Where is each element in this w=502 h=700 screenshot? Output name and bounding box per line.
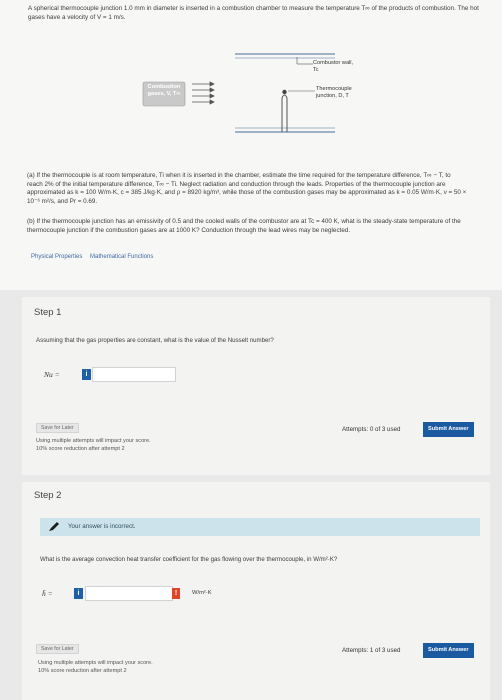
thermocouple-figure xyxy=(135,48,395,148)
save-for-later-button[interactable]: Save for Later xyxy=(36,644,79,654)
problem-part-b: (b) If the thermocouple junction has an emissivity of 0.5 and the cooled walls of the combustor are at Tc = 400 K, what is the steady-state temperature of the thermocouple junction if the combustion gases are at 1000 K? Conduction through the lead wires may be neglected. xyxy=(27,218,461,234)
submit-answer-button[interactable]: Submit Answer xyxy=(423,643,474,658)
step-2-question: What is the average convection heat transfer coefficient for the gas flowing over the thermocouple, in W/m²·K? xyxy=(40,556,338,563)
step-1-title: Step 1 xyxy=(34,307,62,318)
submit-answer-button[interactable]: Submit Answer xyxy=(423,422,474,437)
step-2-title: Step 2 xyxy=(34,490,62,501)
link-physical-properties[interactable]: Physical Properties xyxy=(31,254,83,260)
incorrect-feedback-banner xyxy=(40,518,480,536)
step-1-panel xyxy=(22,297,490,475)
unit-label: W/m²·K xyxy=(192,590,212,596)
gases-label: Combustion gases, V, T∞ xyxy=(147,84,181,97)
info-icon[interactable]: i xyxy=(82,369,91,380)
save-for-later-button[interactable]: Save for Later xyxy=(36,423,79,433)
attempts-counter: Attempts: 1 of 3 used xyxy=(342,647,401,654)
attempts-warning: Using multiple attempts will impact your score. xyxy=(36,438,151,444)
nusselt-input[interactable] xyxy=(92,367,176,382)
problem-statement xyxy=(0,0,502,290)
nusselt-symbol: Nu = xyxy=(44,370,60,379)
step-2-panel xyxy=(22,482,490,700)
junction-label: Thermocouple junction, D, T xyxy=(316,86,352,99)
feedback-text: Your answer is incorrect. xyxy=(68,523,136,530)
pencil-icon xyxy=(48,522,60,532)
attempts-counter: Attempts: 0 of 3 used xyxy=(342,426,401,433)
resource-links xyxy=(31,254,159,260)
error-icon: ! xyxy=(172,588,180,599)
h-bar-input[interactable] xyxy=(85,586,173,601)
combustor-label: Combustor wall, Tc xyxy=(313,60,354,73)
info-icon[interactable]: i xyxy=(74,588,83,599)
score-reduction-note: 10% score reduction after attempt 2 xyxy=(38,668,127,674)
score-reduction-note: 10% score reduction after attempt 2 xyxy=(36,446,125,452)
problem-intro: A spherical thermocouple junction 1.0 mm in diameter is inserted in a combustion chamber to measure the temperature T∞ of the products of combustion. The hot gases have a velocity of V = 1 m/s. xyxy=(28,5,479,21)
attempts-warning: Using multiple attempts will impact your score. xyxy=(38,660,153,666)
h-bar-symbol: h̄ = xyxy=(42,589,53,598)
link-mathematical-functions[interactable]: Mathematical Functions xyxy=(90,254,154,260)
problem-part-a: (a) If the thermocouple is at room temperature, Ti when it is inserted in the chamber, estimate the time required for the temperature difference, T∞ − T, to reach 2% of the initial temperature difference, T∞ − Ti. Neglect radiation and conduction through the leads. Properties of the thermocouple junction are approximated as k = 100 W/m·K, c = 385 J/kg·K, and ρ = 8920 kg/m³, while those of the combustion gases may be approximated as k = 0.05 W/m·K, ν = 50 × 10⁻⁶ m²/s, and Pr = 0.69. xyxy=(27,172,467,205)
step-1-question: Assuming that the gas properties are constant, what is the value of the Nusselt number? xyxy=(36,337,274,344)
